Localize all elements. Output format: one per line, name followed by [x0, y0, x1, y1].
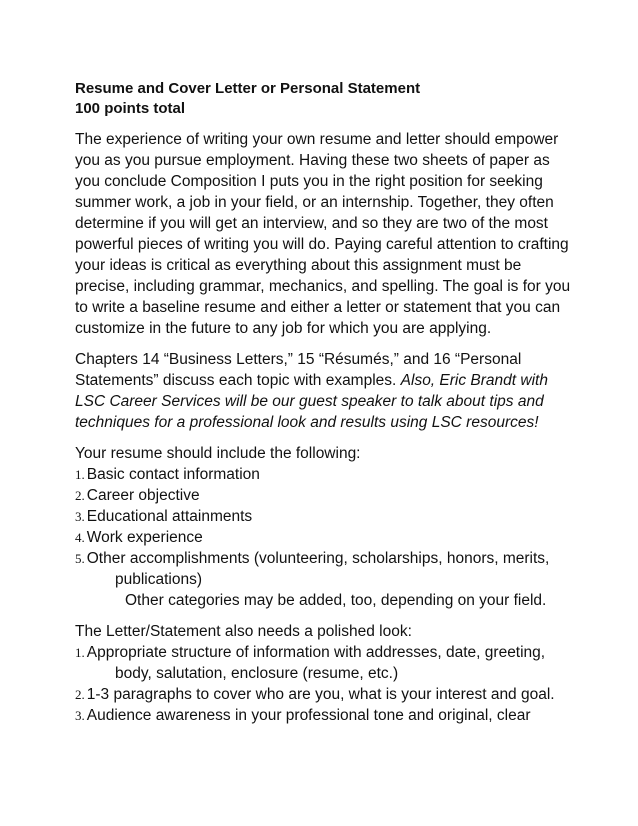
list-text: Other accomplishments (volunteering, scholarships, honors, merits,: [86, 550, 550, 567]
letter-list: [75, 642, 575, 726]
list-number: 5.: [75, 551, 85, 566]
list-item: [75, 684, 575, 705]
list-item: [75, 464, 575, 485]
list-number: 1.: [75, 645, 85, 660]
document-content: [75, 79, 575, 736]
list-number: 4.: [75, 530, 85, 545]
list-text-continuation: publications): [115, 571, 203, 588]
list-item: [75, 642, 575, 684]
resume-section: [75, 443, 575, 611]
list-number: 3.: [75, 708, 85, 723]
list-number: 3.: [75, 509, 85, 524]
resume-list: [75, 464, 575, 590]
list-item: [75, 527, 575, 548]
list-text: 1-3 paragraphs to cover who are you, what is your interest and goal.: [86, 686, 555, 703]
chapters-text: Chapters 14 “Business Letters,” 15 “Résumés,” and 16 “Personal Statements” discuss each topic with examples.: [75, 351, 522, 389]
intro-paragraph: The experience of writing your own resume and letter should empower you as you pursue employment. Having these two sheets of paper as you conclude Composition I puts you in the right position for seeking summer work, a job in your field, or an internship. Together, they often determine if you will get an interview, and so they are two of the most powerful pieces of writing you will do. Paying careful attention to crafting your ideas is critical as everything about this assignment must be precise, including grammar, mechanics, and spelling. The goal is for you to write a baseline resume and either a letter or statement that you can customize in the future to any job for which you are applying.: [75, 131, 571, 337]
list-text: Basic contact information: [86, 466, 260, 483]
resume-intro: Your resume should include the following:: [75, 445, 361, 462]
list-text: Career objective: [86, 487, 200, 504]
list-number: 2.: [75, 687, 85, 702]
chapters-paragraph: [75, 349, 575, 433]
list-item: [75, 705, 575, 726]
list-item: [75, 506, 575, 527]
list-text: Audience awareness in your professional tone and original, clear: [86, 707, 531, 724]
letter-section: [75, 621, 575, 726]
list-item: [75, 485, 575, 506]
document-subtitle: 100 points total: [75, 100, 186, 117]
list-text: Work experience: [86, 529, 203, 546]
list-text-continuation: body, salutation, enclosure (resume, etc.): [115, 665, 399, 682]
list-text: Educational attainments: [86, 508, 253, 525]
list-number: 1.: [75, 467, 85, 482]
document-title: Resume and Cover Letter or Personal Statement: [75, 80, 421, 97]
list-number: 2.: [75, 488, 85, 503]
resume-note: Other categories may be added, too, depending on your field.: [125, 592, 547, 609]
list-item: [75, 548, 575, 590]
guest-speaker-text: Also, Eric Brandt with LSC Career Services will be our guest speaker to talk about tips and techniques for a professional look and results using LSC resources!: [75, 372, 548, 431]
list-text: Appropriate structure of information with addresses, date, greeting,: [86, 644, 546, 661]
title-block: [75, 79, 575, 119]
letter-intro: The Letter/Statement also needs a polished look:: [75, 623, 412, 640]
